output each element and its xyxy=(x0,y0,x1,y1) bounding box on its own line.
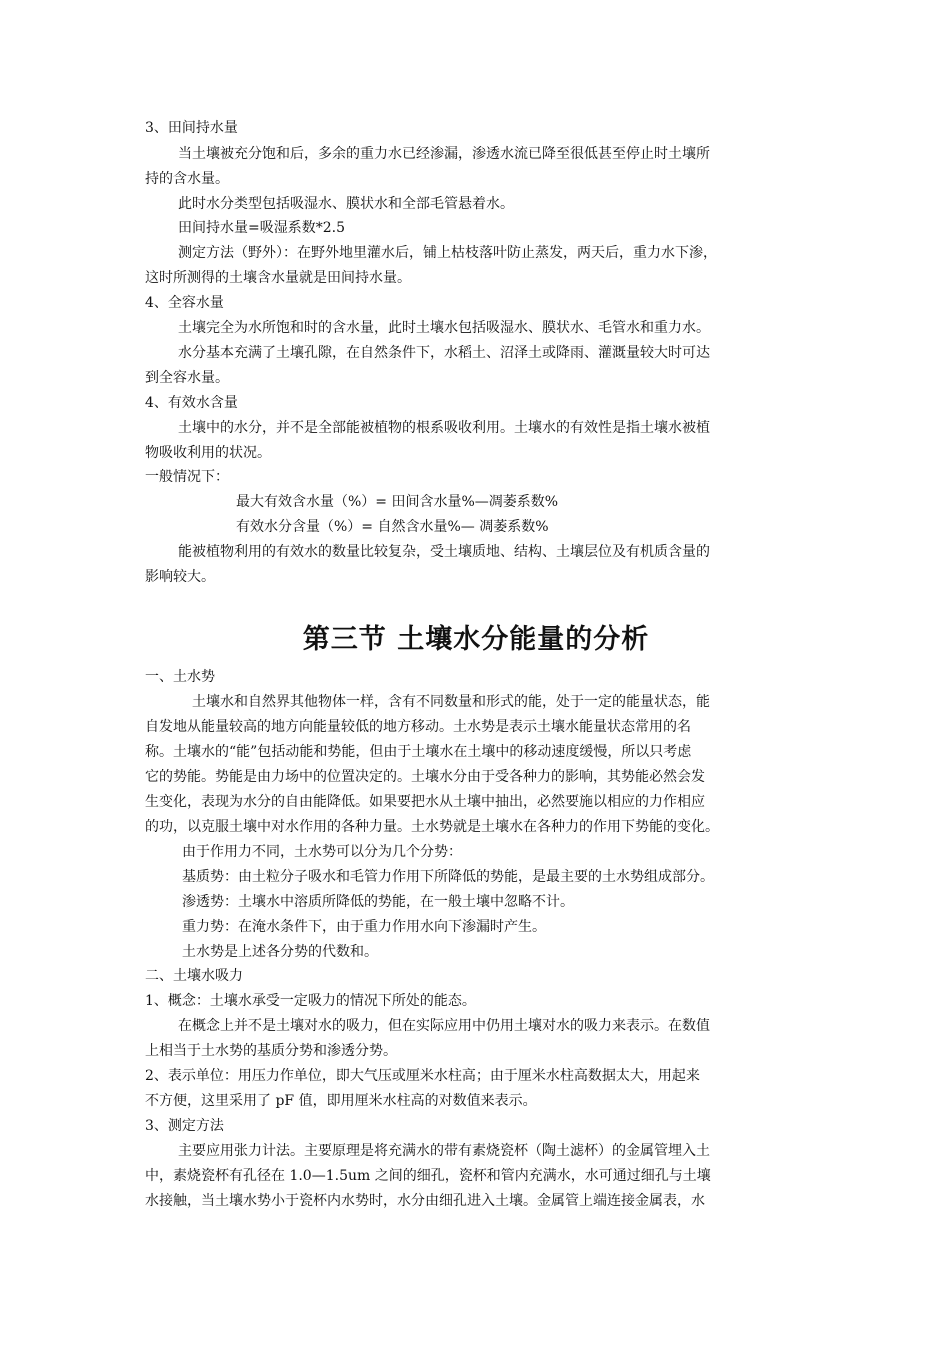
paragraph-line: 持的含水量。 xyxy=(145,171,229,187)
paragraph-line: 水分基本充满了土壤孔隙，在自然条件下，水稻土、沼泽土或降雨、灌溉量较大时可达 xyxy=(178,345,710,361)
paragraph-line: 当土壤被充分饱和后，多余的重力水已经渗漏，渗透水流已降至很低甚至停止时土壤所 xyxy=(178,146,710,162)
paragraph-line: 称。土壤水的“能”包括动能和势能，但由于土壤水在土壤中的移动速度缓慢，所以只考虑 xyxy=(145,744,692,760)
paragraph-line: 一般情况下： xyxy=(145,469,229,485)
paragraph-line: 基质势：由土粒分子吸水和毛管力作用下所降低的势能，是最主要的土水势组成部分。 xyxy=(182,869,714,885)
paragraph-line: 测定方法（野外）：在野外地里灌水后，铺上枯枝落叶防止蒸发，两天后，重力水下渗， xyxy=(178,245,717,261)
subheading-field-capacity: 3、田间持水量 xyxy=(145,120,238,136)
paragraph-line: 土壤中的水分，并不是全部能被植物的根系吸收利用。土壤水的有效性是指土壤水被植 xyxy=(178,420,710,436)
subheading-measurement-method: 3、测定方法 xyxy=(145,1118,224,1134)
paragraph-line: 在概念上并不是土壤对水的吸力，但在实际应用中仍用土壤对水的吸力来表示。在数值 xyxy=(178,1018,710,1034)
paragraph-line: 影响较大。 xyxy=(145,569,215,585)
formula-line: 有效水分含量（%）= 自然含水量%— 凋萎系数% xyxy=(236,519,549,535)
formula-line: 最大有效含水量（%）= 田间含水量%—凋萎系数% xyxy=(236,494,559,510)
paragraph-line: 2、表示单位：用压力作单位，即大气压或厘米水柱高；由于厘米水柱高数据太大，用起来 xyxy=(145,1068,700,1084)
paragraph-line: 重力势：在淹水条件下，由于重力作用水向下渗漏时产生。 xyxy=(182,919,546,935)
section-title: 第三节 土壤水分能量的分析 xyxy=(302,624,650,655)
paragraph-line: 这时所测得的土壤含水量就是田间持水量。 xyxy=(145,270,411,286)
paragraph-line: 自发地从能量较高的地方向能量较低的地方移动。土水势是表示土壤水能量状态常用的名 xyxy=(145,719,691,735)
paragraph-line: 物吸收利用的状况。 xyxy=(145,445,271,461)
paragraph-line: 上相当于土水势的基质分势和渗透分势。 xyxy=(145,1043,397,1059)
subheading-soil-water-suction: 二、土壤水吸力 xyxy=(145,968,243,984)
paragraph-line: 渗透势：土壤水中溶质所降低的势能，在一般土壤中忽略不计。 xyxy=(182,894,574,910)
paragraph-line: 中，素烧瓷杯有孔径在 1.0—1.5um 之间的细孔，瓷杯和管内充满水，水可通过细孔与土壤 xyxy=(145,1168,711,1184)
paragraph-line: 主要应用张力计法。主要原理是将充满水的带有素烧瓷杯（陶土滤杯）的金属管埋入土 xyxy=(178,1143,710,1159)
subheading-saturation: 4、全容水量 xyxy=(145,295,224,311)
paragraph-line: 土壤水和自然界其他物体一样，含有不同数量和形式的能，处于一定的能量状态，能 xyxy=(192,694,710,710)
paragraph-line: 1、概念：土壤水承受一定吸力的情况下所处的能态。 xyxy=(145,993,476,1009)
paragraph-line: 由于作用力不同，土水势可以分为几个分势： xyxy=(182,844,462,860)
paragraph-line: 水接触，当土壤水势小于瓷杯内水势时，水分由细孔进入土壤。金属管上端连接金属表，水 xyxy=(145,1193,705,1209)
paragraph-line: 能被植物利用的有效水的数量比较复杂，受土壤质地、结构、土壤层位及有机质含量的 xyxy=(178,544,710,560)
subheading-soil-water-potential: 一、土水势 xyxy=(145,669,215,685)
paragraph-line: 不方便，这里采用了 pF 值，即用厘米水柱高的对数值来表示。 xyxy=(145,1093,537,1109)
paragraph-line: 它的势能。势能是由力场中的位置决定的。土壤水分由于受各种力的影响，其势能必然会发 xyxy=(145,769,705,785)
paragraph-line: 此时水分类型包括吸湿水、膜状水和全部毛管悬着水。 xyxy=(178,196,514,212)
paragraph-line: 生变化，表现为水分的自由能降低。如果要把水从土壤中抽出，必然要施以相应的力作相应 xyxy=(145,794,705,810)
paragraph-line: 到全容水量。 xyxy=(145,370,229,386)
paragraph-line: 土壤完全为水所饱和时的含水量，此时土壤水包括吸湿水、膜状水、毛管水和重力水。 xyxy=(178,320,710,336)
paragraph-line: 的功，以克服土壤中对水作用的各种力量。土水势就是土壤水在各种力的作用下势能的变化。 xyxy=(145,819,719,835)
paragraph-line: 土水势是上述各分势的代数和。 xyxy=(182,944,378,960)
formula-line: 田间持水量=吸湿系数*2.5 xyxy=(178,220,345,236)
subheading-available-water: 4、有效水含量 xyxy=(145,395,238,411)
